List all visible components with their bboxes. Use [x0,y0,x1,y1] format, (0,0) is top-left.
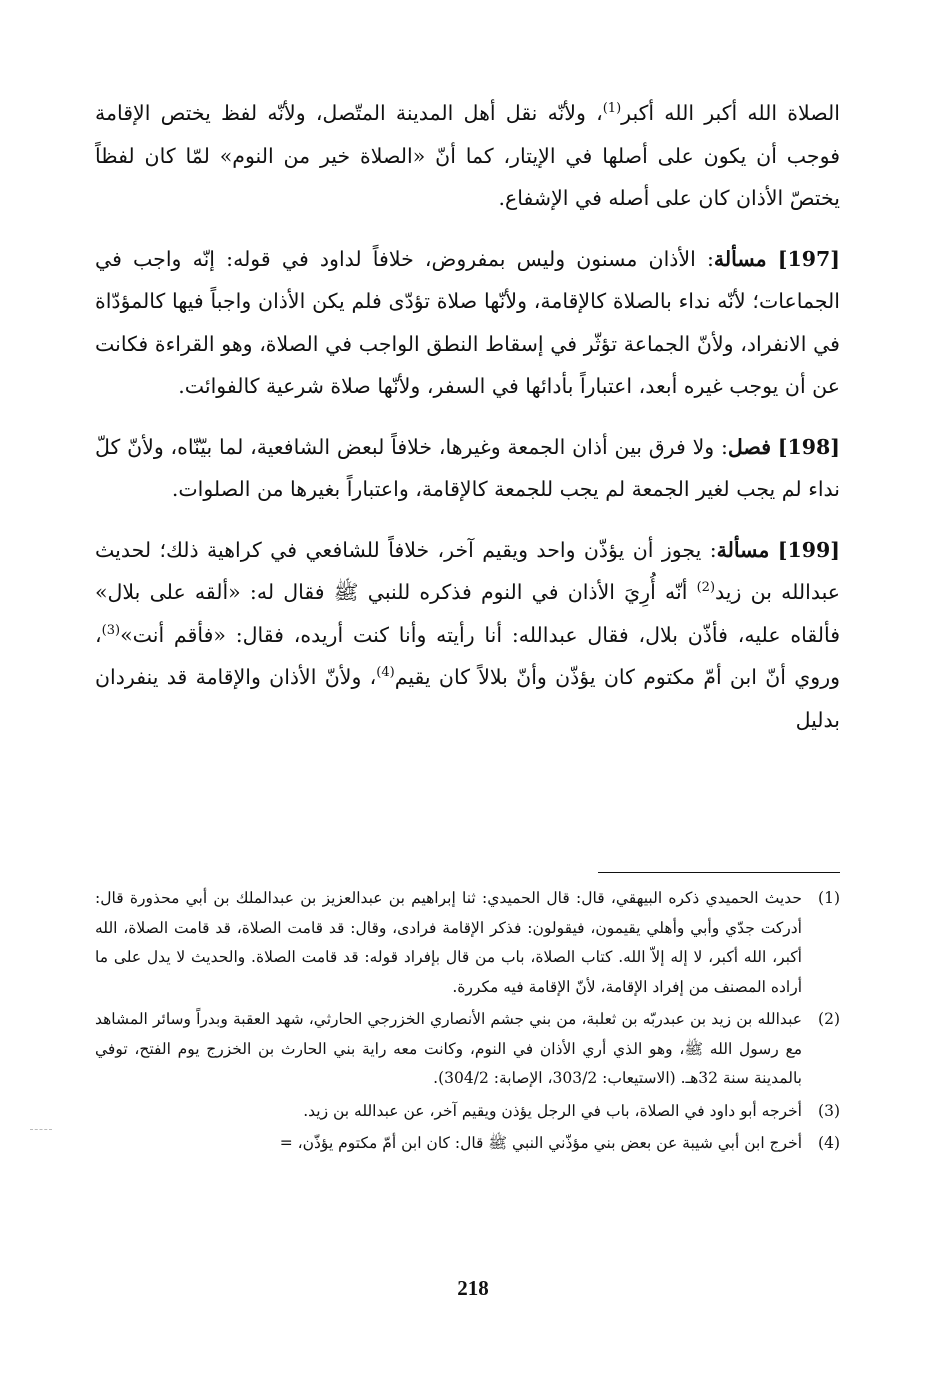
footnotes [95,884,840,1162]
paragraph-1 [95,92,840,220]
paragraph-199-text-b: أنّه أُرِيَ الأذان في النوم فذكره للنبي ﷺ فقال له: «ألقه على بلال» فألقاه عليه، فأذّن بلال، فقال عبدالله: أنا رأيته وأنا كنت أريده، فقال: «فأقم أنت» [95,580,840,647]
margin-mark [30,1129,52,1130]
paragraph-198-text: : ولا فرق بين أذان الجمعة وغيرها، خلافاً لبعض الشافعية، لما بيّنّاه، ولأنّ كلّ نداء لم يجب لغير الجمعة لم يجب للجمعة كالإقامة، واعتباراً بغيرها من الصلوات. [95,434,840,501]
paragraph-197 [95,238,840,408]
paragraph-199-text-c: ، وروي أنّ ابن أمّ مكتوم كان يؤذّن وأنّ بلالاً كان يقيم [95,622,840,689]
paragraph-197-text: : الأذان مسنون وليس بمفروض، خلافاً لداود في قوله: إنّه واجب في الجماعات؛ لأنّه نداء بالصلاة كالإقامة، ولأنّها صلاة تؤدّى فلم يكن الأذان واجباً فيها كالمؤدّاة في الانفراد، ولأنّ الجماعة تؤثّر في إسقاط النطق الواجب في الصلاة، وهو القراءة فكانت عن أن يوجب غيره أبعد، اعتباراً بأدائها في السفر، ولأنّها صلاة شرعية كالفوائت. [95,246,840,398]
footnote-text: أخرجه أبو داود في الصلاة، باب في الرجل يؤذن ويقيم آخر، عن عبدالله بن زيد. [303,1101,802,1120]
footnote-number: (2) [818,1010,840,1028]
footnote-number: (3) [818,1101,840,1120]
issue-heading-198: فصل [727,434,771,459]
footnote-text: أخرج ابن أبي شيبة عن بعض بني مؤذّني النبي ﷺ قال: كان ابن أمّ مكتوم يؤذّن، = [279,1134,802,1152]
footnote-2 [95,1005,840,1094]
footnote-ref-1[interactable]: (1) [602,101,622,117]
issue-heading-197: مسألة [713,246,767,271]
footnote-number: (1) [818,889,840,907]
footnote-ref-2[interactable]: (2) [696,580,716,596]
footnote-divider [598,872,840,873]
paragraph-1-text-a: الصلاة الله أكبر الله أكبر [621,101,840,125]
issue-number-197: [197] [777,246,840,271]
footnote-1 [95,884,840,1002]
paragraph-199 [95,529,840,742]
footnote-4 [95,1129,840,1159]
main-text [95,92,840,759]
paragraph-199-text-d: ، ولأنّ الأذان والإقامة قد ينفردان بدليل [95,665,840,732]
paragraph-198 [95,426,840,511]
footnote-ref-3[interactable]: (3) [101,622,121,638]
paragraph-1-text-b: ، ولأنّه نقل أهل المدينة المتّصل، ولأنّه لفظ يختص الإقامة فوجب أن يكون على أصلها في الإيتار، كما أنّ «الصلاة خير من النوم» لمّا كان لفظاً يختصّ الأذان كان على أصله في الإشفاع. [95,101,840,210]
paragraph-199-text-a: : يجوز أن يؤذّن واحد ويقيم آخر، خلافاً للشافعي في كراهية ذلك؛ لحديث عبدالله بن زيد [95,537,841,604]
footnote-number: (4) [818,1134,840,1152]
footnote-text: عبدالله بن زيد بن عبدربّه بن ثعلبة، من بني جشم الأنصاري الخزرجي الحارثي، شهد العقبة وبدراً وسائر المشاهد مع رسول الله ﷺ، وهو الذي أري الأذان في النوم، وكانت معه راية بني الحارث بن الخزرج يوم الفتح، توفي بالمدينة سنة 32هـ. (الاستيعاب: 303/2، الإصابة: 304/2). [95,1010,802,1087]
issue-heading-199: مسألة [716,537,770,562]
footnote-ref-4[interactable]: (4) [376,665,395,681]
page-number: 218 [457,1276,489,1300]
footnote-3 [95,1097,840,1127]
footnote-text: حديث الحميدي ذكره البيهقي، قال: قال الحميدي: ثنا إبراهيم بن عبدالعزيز بن عبدالملك بن أبي محذورة قال: أدركت جدّي وأبي وأهلي يقيمون، فيقولون: فذكر الإقامة فرادى، وقال: قد قامت الصلاة، قد قامت الصلاة، الله أكبر، الله أكبر، لا إله إلاّ الله. كتاب الصلاة، باب من قال بإفراد قوله: قد قامت الصلاة. والحديث لا يدل على ما أراده المصنف من إفراد الإقامة، لأنّ الإقامة فيه مكررة. [95,889,802,996]
issue-number-198: [198] [777,434,840,459]
issue-number-199: [199] [777,537,840,562]
